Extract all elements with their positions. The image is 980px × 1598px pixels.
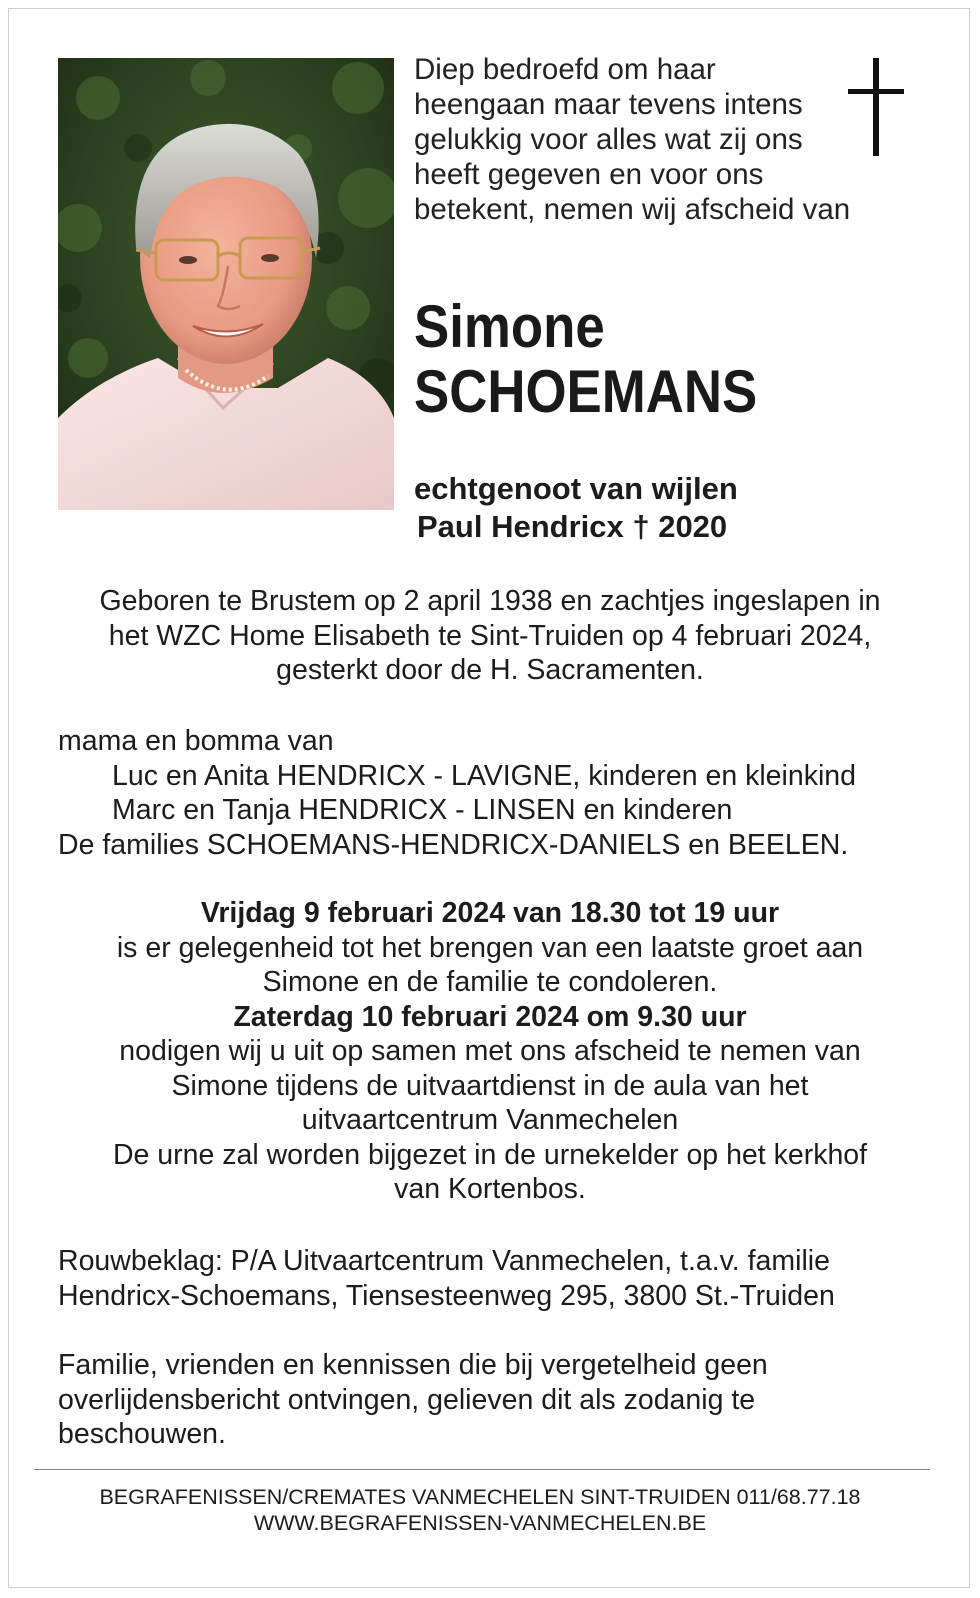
- family-intro: mama en bomma van: [58, 725, 334, 757]
- birth-line: Geboren te Brustem op 2 april 1938 en zachtjes ingeslapen in: [99, 585, 881, 617]
- birth-info: [40, 584, 940, 688]
- family-member: Luc en Anita HENDRICX - LAVIGNE, kinderen en kleinkind: [112, 759, 856, 792]
- visit-text-line: is er gelegenheid tot het brengen van een laatste groet aan: [116, 931, 864, 964]
- condolences-line: Rouwbeklag: P/A Uitvaartcentrum Vanmechelen, t.a.v. familie: [58, 1245, 830, 1277]
- service-info: [40, 896, 940, 1207]
- notice-line: beschouwen.: [58, 1418, 226, 1450]
- intro-line: betekent, nemen wij afscheid van: [414, 193, 851, 226]
- portrait-photo: [58, 58, 394, 510]
- family-extended: De families SCHOEMANS-HENDRICX-DANIELS en BEELEN.: [58, 828, 849, 861]
- notice-line: Familie, vrienden en kennissen die bij vergetelheid geen: [58, 1349, 768, 1381]
- notice-line: overlijdensbericht ontvingen, gelieven dit als zodanig te: [58, 1383, 756, 1416]
- spouse-line: echtgenoot van wijlen: [414, 471, 738, 506]
- intro-line: gelukkig voor alles wat zij ons: [414, 123, 803, 156]
- funeral-home-website: WWW.BEGRAFENISSEN-VANMECHELEN.BE: [253, 1511, 707, 1535]
- condolences-address: [58, 1244, 938, 1313]
- birth-line: gesterkt door de H. Sacramenten.: [276, 654, 704, 686]
- condolences-line: Hendricx-Schoemans, Tiensesteenweg 295, 3800 St.-Truiden: [58, 1279, 835, 1312]
- intro-text: [414, 52, 854, 227]
- family-list: [58, 724, 938, 862]
- funeral-text-line: uitvaartcentrum Vanmechelen: [301, 1104, 679, 1136]
- funeral-text-line: van Kortenbos.: [394, 1173, 586, 1205]
- last-name: SCHOEMANS: [414, 358, 758, 425]
- footer-divider: [34, 1469, 930, 1470]
- intro-line: heengaan maar tevens intens: [414, 88, 803, 121]
- family-member: Marc en Tanja HENDRICX - LINSEN en kinderen: [112, 794, 733, 826]
- latin-cross-icon: [848, 58, 906, 158]
- funeral-text-line: De urne zal worden bijgezet in de urnekelder op het kerkhof: [112, 1138, 868, 1171]
- funeral-text-line: Simone tijdens de uitvaartdienst in de aula van het: [171, 1069, 809, 1102]
- spouse-name: Paul Hendricx † 2020: [417, 509, 728, 544]
- first-name: Simone: [414, 293, 605, 360]
- birth-line: het WZC Home Elisabeth te Sint-Truiden op 4 februari 2024,: [108, 619, 872, 652]
- funeral-home-contact: BEGRAFENISSEN/CREMATES VANMECHELEN SINT-TRUIDEN 011/68.77.18: [99, 1485, 861, 1509]
- visit-date: Vrijdag 9 februari 2024 van 18.30 tot 19 uur: [200, 897, 780, 929]
- intro-line: heeft gegeven en voor ons: [414, 158, 764, 191]
- visit-text-line: Simone en de familie te condoleren.: [262, 966, 718, 998]
- deceased-name: [414, 294, 757, 424]
- spouse-info: [414, 470, 738, 546]
- intro-line: Diep bedroefd om haar: [414, 53, 716, 86]
- notice-text: [58, 1348, 938, 1452]
- funeral-date: Zaterdag 10 februari 2024 om 9.30 uur: [233, 1000, 747, 1033]
- funeral-text-line: nodigen wij u uit op samen met ons afscheid te nemen van: [119, 1035, 861, 1067]
